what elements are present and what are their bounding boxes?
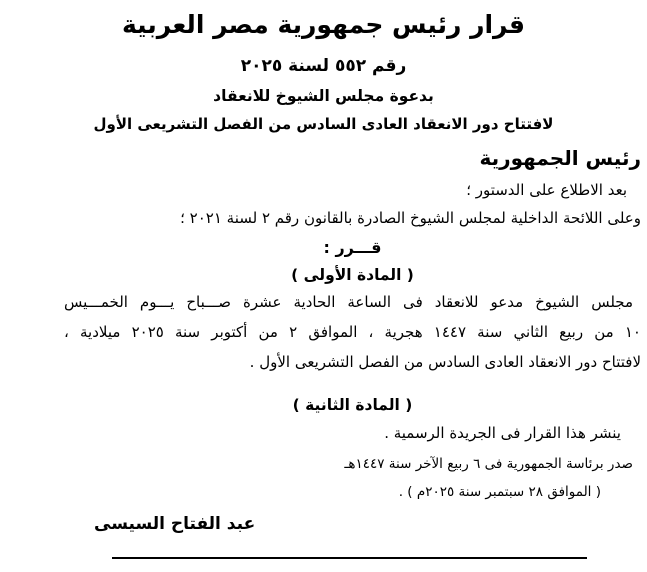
decree-word: قـــرر : bbox=[323, 238, 382, 257]
article-one-line-1: مجلس الشيوخ مدعو للانعقاد فى الساعة الحادية عشرة صـــباح يـــوم الخمـــيس bbox=[64, 293, 633, 311]
issued-date-hijri: صدر برئاسة الجمهورية فى ٦ ربيع الآخر سنة ١٤٤٧هـ bbox=[344, 456, 633, 472]
article-two-body: ينشر هذا القرار فى الجريدة الرسمية . bbox=[384, 424, 621, 442]
title-block bbox=[0, 0, 647, 136]
issuing-authority: رئيس الجمهورية bbox=[479, 146, 641, 170]
document-body bbox=[0, 144, 647, 559]
decree-subject: بدعوة مجلس الشيوخ للانعقاد bbox=[213, 87, 434, 105]
preamble-line-constitution: بعد الاطلاع على الدستور ؛ bbox=[466, 181, 627, 199]
decree-title: قرار رئيس جمهورية مصر العربية bbox=[122, 10, 525, 39]
footer-rule bbox=[112, 557, 587, 559]
issued-date-gregorian: ( الموافق ٢٨ سبتمبر سنة ٢٠٢٥م ) . bbox=[398, 484, 601, 500]
decree-subject-detail: لافتتاح دور الانعقاد العادى السادس من الفصل التشريعى الأول bbox=[93, 115, 554, 133]
article-one-line-3: لافتتاح دور الانعقاد العادى السادس من الفصل التشريعى الأول . bbox=[249, 353, 641, 371]
decree-number: رقم ٥٥٢ لسنة ٢٠٢٥ bbox=[240, 56, 407, 76]
article-one-body bbox=[64, 287, 641, 377]
article-one-line-2: ١٠ من ربيع الثاني سنة ١٤٤٧ هجرية ، الموافق ٢ من أكتوبر سنة ٢٠٢٥ ميلادية ، bbox=[64, 323, 641, 341]
president-signature: عبد الفتاح السيسى bbox=[94, 514, 256, 534]
preamble-line-bylaws: وعلى اللائحة الداخلية لمجلس الشيوخ الصادرة بالقانون رقم ٢ لسنة ٢٠٢١ ؛ bbox=[180, 209, 641, 227]
article-two-heading: ( المادة الثانية ) bbox=[292, 396, 413, 414]
article-one-heading: ( المادة الأولى ) bbox=[291, 266, 414, 284]
